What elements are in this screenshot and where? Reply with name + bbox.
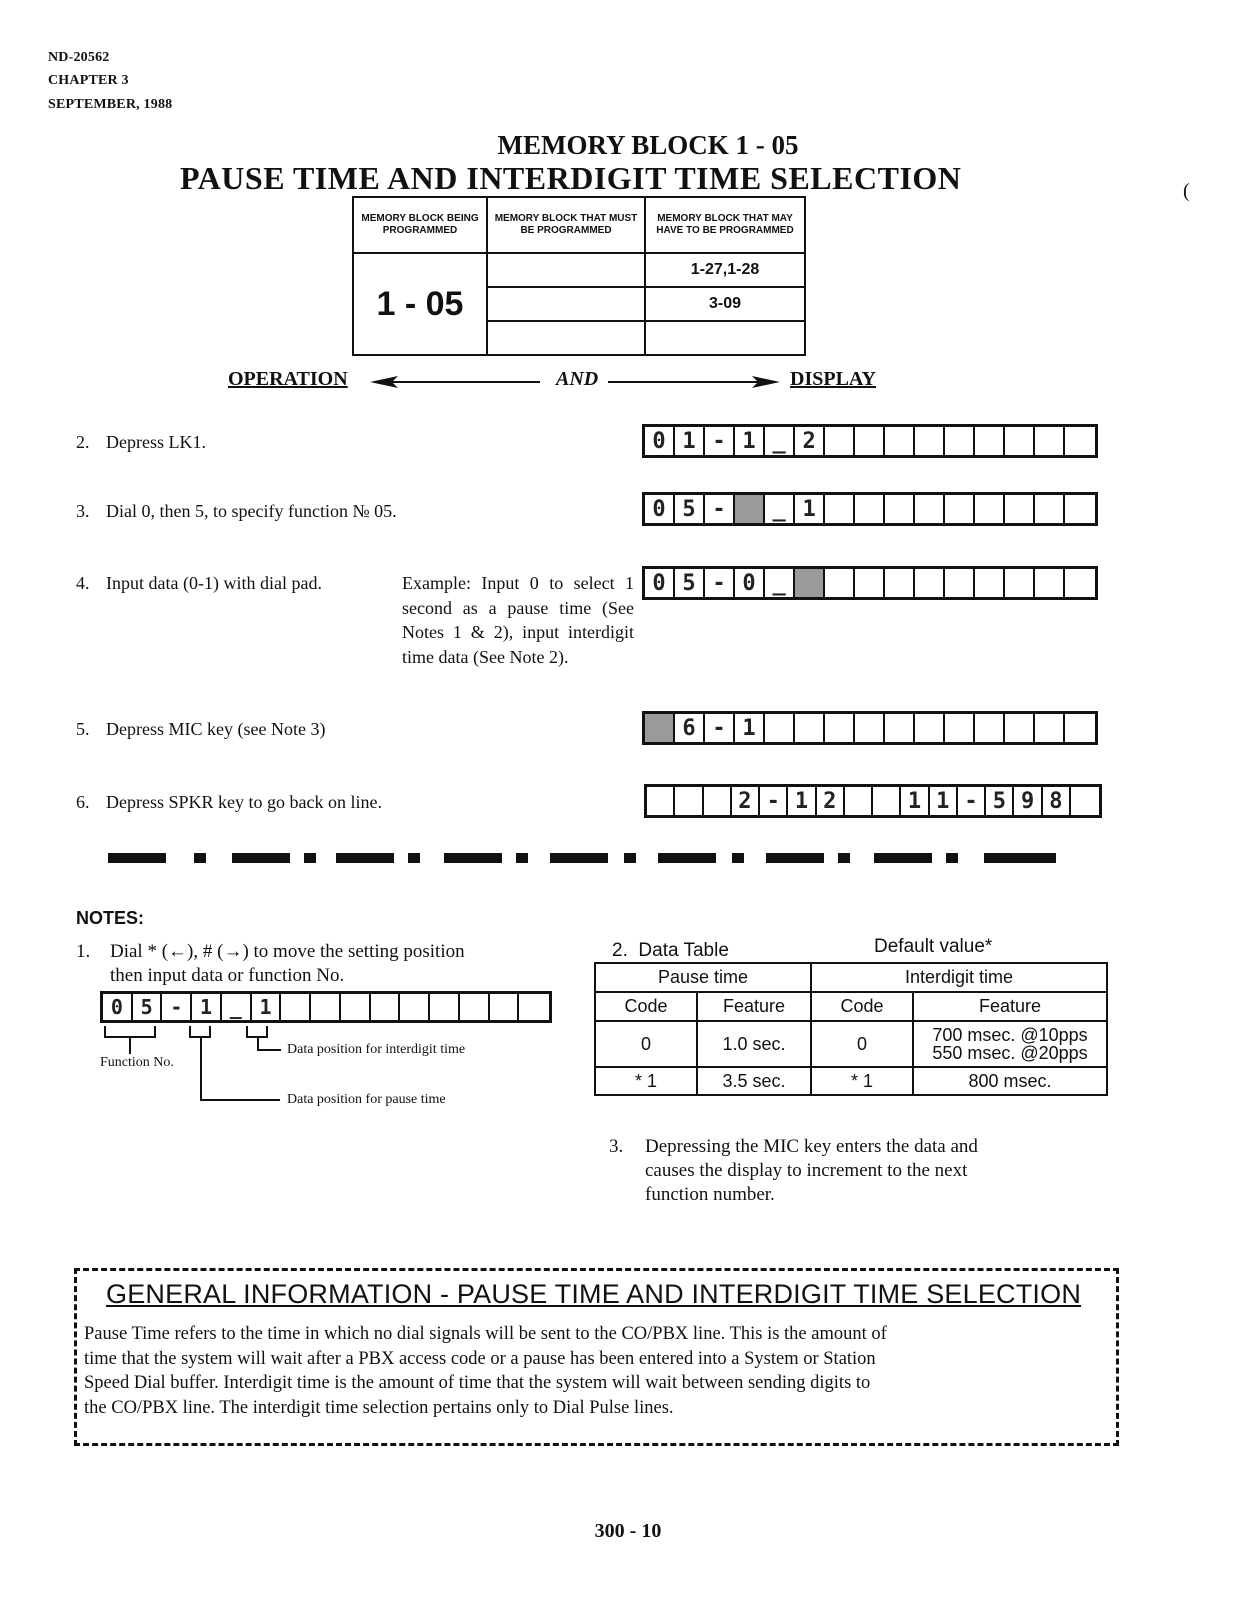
- lcd-cell: 2: [817, 787, 845, 815]
- lcd-cell: [704, 787, 732, 815]
- lcd-display-step-4: [642, 566, 1098, 600]
- note-1-line-1: Dial * (←), # (→) to move the setting position: [110, 941, 465, 962]
- operation-label: OPERATION: [228, 368, 348, 390]
- lcd-cell: [1005, 427, 1035, 455]
- lcd-cell: 1: [930, 787, 958, 815]
- lcd-cell: [400, 994, 430, 1020]
- date-label: SEPTEMBER, 1988: [48, 97, 173, 112]
- lcd-cell: 0: [645, 495, 675, 523]
- bracket-line: [257, 1036, 259, 1050]
- note-number: 1.: [76, 941, 91, 962]
- lcd-cell: 2: [795, 427, 825, 455]
- step-5: [76, 719, 325, 740]
- lcd-cell: [765, 714, 795, 742]
- lcd-cell: 0: [735, 569, 765, 597]
- step-text: Dial 0, then 5, to specify function № 05.: [106, 501, 397, 521]
- data-table-title: Data Table: [638, 940, 729, 961]
- lcd-cell: [873, 787, 901, 815]
- bracket-line: [209, 1026, 211, 1038]
- step-4: [76, 573, 322, 594]
- lcd-cell: _: [765, 495, 795, 523]
- lcd-cell: [1035, 427, 1065, 455]
- step-text: Depress LK1.: [106, 432, 206, 452]
- note-1: [76, 940, 566, 988]
- step-6: [76, 792, 382, 813]
- pause-position-label: Data position for pause time: [287, 1092, 446, 1107]
- lcd-cell: -: [705, 495, 735, 523]
- lcd-cell: [975, 569, 1005, 597]
- lcd-cell: 1: [192, 994, 222, 1020]
- lcd-cell: [1005, 714, 1035, 742]
- lcd-cell: [1035, 714, 1065, 742]
- lcd-cell: [825, 569, 855, 597]
- note-3-line-1: Depressing the MIC key enters the data and: [645, 1136, 978, 1157]
- lcd-display-step-6: [644, 784, 1102, 818]
- lcd-cell: [885, 495, 915, 523]
- page-title-block: MEMORY BLOCK 1 - 05: [497, 130, 799, 160]
- lcd-cell: [945, 427, 975, 455]
- step-number: 5.: [76, 719, 90, 739]
- lcd-display-note-1: [100, 991, 552, 1023]
- lcd-cell: [855, 569, 885, 597]
- table-cell: 0: [595, 1021, 697, 1067]
- lcd-cell: [795, 714, 825, 742]
- table-cell: 3.5 sec.: [697, 1067, 811, 1095]
- may-cell: [645, 321, 805, 355]
- lcd-cell: [460, 994, 490, 1020]
- group-pause-time: Pause time: [595, 963, 811, 992]
- header-may-be-programmed: MEMORY BLOCK THAT MAY HAVE TO BE PROGRAMMED: [645, 197, 805, 253]
- memory-block-table: [352, 196, 806, 356]
- lcd-cell: [519, 994, 549, 1020]
- table-row: [595, 1021, 1107, 1067]
- lcd-cell: _: [765, 427, 795, 455]
- block-number: 1 - 05: [353, 253, 487, 355]
- lcd-cell: [490, 994, 520, 1020]
- lcd-cell: 1: [795, 495, 825, 523]
- lcd-cell: 8: [1043, 787, 1071, 815]
- bracket-line: [154, 1026, 156, 1038]
- table-cell: 800 msec.: [913, 1067, 1107, 1095]
- step-number: 2.: [76, 432, 90, 452]
- default-value-label: Default value*: [874, 936, 993, 957]
- lcd-cell: [945, 714, 975, 742]
- display-label: DISPLAY: [790, 368, 876, 390]
- lcd-cell: _: [765, 569, 795, 597]
- lcd-cell: 0: [103, 994, 133, 1020]
- note-1-line-2: then input data or function No.: [110, 965, 345, 986]
- lcd-cell: [975, 714, 1005, 742]
- lcd-cell: [645, 714, 675, 742]
- function-no-label: Function No.: [100, 1055, 174, 1070]
- info-line: time that the system will wait after a PBX access code or a pause has been entered into a System or Station: [84, 1348, 876, 1369]
- note-3-line-3: function number.: [645, 1184, 775, 1205]
- lcd-cell: 1: [735, 427, 765, 455]
- lcd-cell: [915, 569, 945, 597]
- lcd-cell: 2: [732, 787, 760, 815]
- lcd-display-step-3: [642, 492, 1098, 526]
- note-number: 3.: [609, 1136, 624, 1157]
- bracket-line: [200, 1099, 280, 1101]
- lcd-cell: [915, 495, 945, 523]
- data-table: [594, 962, 1108, 1096]
- must-cell: [487, 253, 645, 287]
- table-cell: [913, 1021, 1107, 1067]
- table-cell: * 1: [595, 1067, 697, 1095]
- lcd-cell: -: [162, 994, 192, 1020]
- lcd-cell: [281, 994, 311, 1020]
- lcd-cell: 0: [645, 569, 675, 597]
- bracket-line: [266, 1026, 268, 1038]
- table-cell: 1.0 sec.: [697, 1021, 811, 1067]
- must-cell: [487, 287, 645, 321]
- and-label: AND: [556, 368, 599, 390]
- lcd-cell: [1005, 569, 1035, 597]
- lcd-cell: _: [222, 994, 252, 1020]
- step-text: Input data (0-1) with dial pad.: [106, 573, 322, 593]
- info-line: Speed Dial buffer. Interdigit time is the amount of time that the system will wait between sending digits to: [84, 1373, 871, 1393]
- may-cell: 3-09: [645, 287, 805, 321]
- lcd-cell: 1: [901, 787, 929, 815]
- table-cell: * 1: [811, 1067, 913, 1095]
- interdigit-position-label: Data position for interdigit time: [287, 1042, 466, 1057]
- header-must-be-programmed: MEMORY BLOCK THAT MUST BE PROGRAMMED: [487, 197, 645, 253]
- column-header: Feature: [697, 992, 811, 1021]
- general-information-text: [84, 1322, 1100, 1420]
- lcd-cell: [855, 495, 885, 523]
- page-number: 300 - 10: [594, 1520, 662, 1542]
- column-header: Code: [811, 992, 913, 1021]
- step-text: Depress SPKR key to go back on line.: [106, 792, 382, 812]
- lcd-cell: [885, 714, 915, 742]
- feature-line: 550 msec. @20pps: [932, 1043, 1088, 1063]
- lcd-cell: 5: [675, 495, 705, 523]
- lcd-cell: 1: [252, 994, 282, 1020]
- header-being-programmed: MEMORY BLOCK BEING PROGRAMMED: [353, 197, 487, 253]
- lcd-cell: 1: [735, 714, 765, 742]
- bracket-line: [257, 1049, 281, 1051]
- lcd-cell: [825, 714, 855, 742]
- lcd-cell: [855, 714, 885, 742]
- step-text: Depress MIC key (see Note 3): [106, 719, 326, 739]
- lcd-cell: [1035, 569, 1065, 597]
- lcd-cell: [915, 714, 945, 742]
- lcd-cell: -: [705, 427, 735, 455]
- lcd-cell: 5: [675, 569, 705, 597]
- lcd-cell: [885, 427, 915, 455]
- lcd-cell: [1005, 495, 1035, 523]
- lcd-cell: [1035, 495, 1065, 523]
- lcd-display-step-2: [642, 424, 1098, 458]
- step-number: 4.: [76, 573, 90, 593]
- note-3-line-2: causes the display to increment to the next: [645, 1160, 968, 1181]
- info-line: Pause Time refers to the time in which no dial signals will be sent to the CO/PBX line. This is the amount of: [84, 1324, 887, 1344]
- lcd-cell: [1065, 427, 1095, 455]
- lcd-cell: [1065, 495, 1095, 523]
- notes-title: NOTES:: [76, 908, 145, 928]
- note-number: 2.: [612, 940, 628, 961]
- bracket-line: [200, 1036, 202, 1100]
- table-row: [595, 1067, 1107, 1095]
- lcd-cell: [795, 569, 825, 597]
- lcd-cell: [915, 427, 945, 455]
- step-4-example: Example: Input 0 to select 1 second as a pause time (See Notes 1 & 2), input interdigit time data (See Note 2).: [402, 573, 634, 667]
- lcd-cell: -: [760, 787, 788, 815]
- lcd-cell: [825, 427, 855, 455]
- column-header: Code: [595, 992, 697, 1021]
- lcd-cell: [311, 994, 341, 1020]
- lcd-cell: [855, 427, 885, 455]
- may-cell: 1-27,1-28: [645, 253, 805, 287]
- lcd-cell: [430, 994, 460, 1020]
- document-id: ND-20562: [48, 50, 110, 65]
- lcd-cell: [885, 569, 915, 597]
- lcd-cell: [845, 787, 873, 815]
- note-2-title: [612, 940, 729, 962]
- info-line: the CO/PBX line. The interdigit time selection pertains only to Dial Pulse lines.: [84, 1397, 674, 1418]
- stray-mark: (: [1183, 180, 1190, 202]
- feature-line: 700 msec. @10pps: [932, 1025, 1088, 1045]
- lcd-cell: [825, 495, 855, 523]
- bracket-line: [129, 1036, 131, 1054]
- lcd-cell: [371, 994, 401, 1020]
- lcd-cell: -: [705, 714, 735, 742]
- group-interdigit-time: Interdigit time: [811, 963, 1107, 992]
- chapter-label: CHAPTER 3: [48, 73, 129, 88]
- lcd-cell: [735, 495, 765, 523]
- lcd-cell: [945, 569, 975, 597]
- lcd-cell: 0: [645, 427, 675, 455]
- general-information-title: GENERAL INFORMATION - PAUSE TIME AND INTERDIGIT TIME SELECTION: [106, 1279, 1082, 1309]
- step-2: [76, 432, 206, 453]
- lcd-cell: 5: [133, 994, 163, 1020]
- section-divider: [108, 853, 1058, 865]
- lcd-cell: [341, 994, 371, 1020]
- operation-display-bar: [228, 368, 908, 396]
- lcd-cell: [647, 787, 675, 815]
- column-header: Feature: [913, 992, 1107, 1021]
- note-3: [609, 1135, 1105, 1207]
- lcd-cell: [1065, 569, 1095, 597]
- step-3: [76, 501, 397, 522]
- lcd-cell: 1: [788, 787, 816, 815]
- lcd-cell: 6: [675, 714, 705, 742]
- lcd-display-step-5: [642, 711, 1098, 745]
- lcd-cell: -: [958, 787, 986, 815]
- lcd-cell: [1065, 714, 1095, 742]
- lcd-cell: 9: [1014, 787, 1042, 815]
- page-title: PAUSE TIME AND INTERDIGIT TIME SELECTION: [180, 160, 962, 196]
- lcd-cell: [1071, 787, 1099, 815]
- table-cell: 0: [811, 1021, 913, 1067]
- lcd-cell: 1: [675, 427, 705, 455]
- lcd-cell: [975, 495, 1005, 523]
- step-number: 3.: [76, 501, 90, 521]
- must-cell: [487, 321, 645, 355]
- lcd-cell: -: [705, 569, 735, 597]
- lcd-cell: [975, 427, 1005, 455]
- lcd-cell: 5: [986, 787, 1014, 815]
- step-number: 6.: [76, 792, 90, 812]
- lcd-cell: [945, 495, 975, 523]
- lcd-cell: [675, 787, 703, 815]
